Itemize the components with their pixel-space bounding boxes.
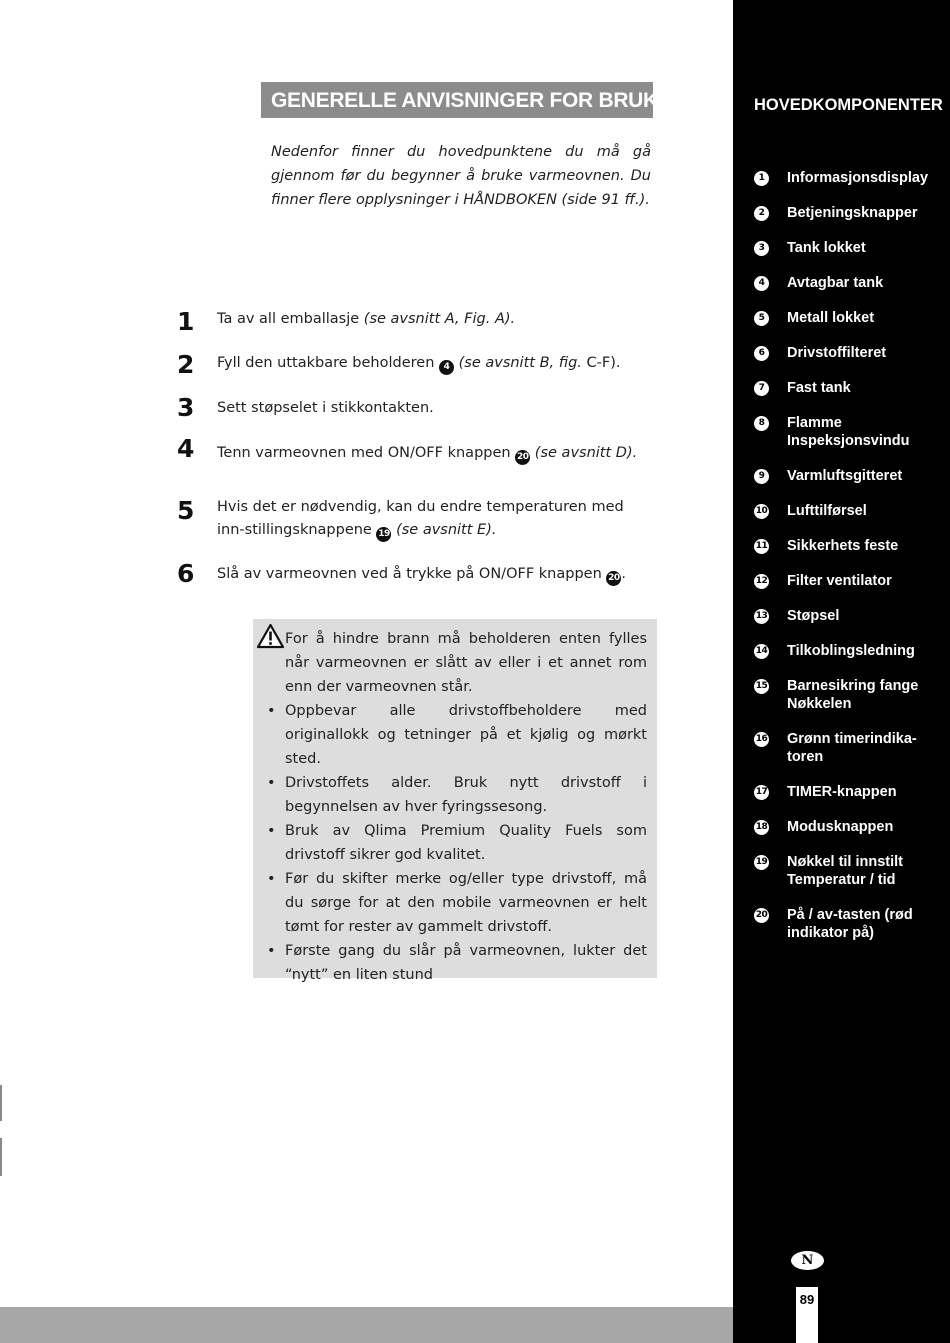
component-number: 9 xyxy=(754,469,769,484)
step-body: Sett støpselet i stikkontakten. xyxy=(217,400,434,416)
step-tail: . xyxy=(621,566,626,582)
bullet-icon: • xyxy=(267,823,276,839)
component-number: 17 xyxy=(754,785,769,800)
component-number: 1 xyxy=(754,171,769,186)
step-text xyxy=(217,496,647,542)
component-number: 16 xyxy=(754,732,769,747)
bullet-text: Før du skifter merke og/eller type drivstoff, må du sørge for at den mobile varmeovnen er helt tømt for rester av gammelt drivstoff. xyxy=(285,871,647,935)
component-label: På / av-tasten (rød indikator på) xyxy=(787,907,913,941)
component-number-badge: 20 xyxy=(515,450,530,465)
component-number: 6 xyxy=(754,346,769,361)
bullet-icon: • xyxy=(267,871,276,887)
step-tail: C-F). xyxy=(581,355,621,371)
component-number-badge: 20 xyxy=(606,571,621,586)
page-title: GENERELLE ANVISNINGER FOR BRUK xyxy=(261,82,653,118)
step-body: Tenn varmeovnen med ON/OFF knappen xyxy=(217,445,516,461)
component-label: Sikkerhets feste xyxy=(787,538,899,554)
component-number: 4 xyxy=(754,276,769,291)
step-number: 5 xyxy=(177,496,195,525)
list-item xyxy=(267,819,647,867)
components-sidebar xyxy=(733,0,950,1343)
component-label: Flamme Inspeksjonsvindu xyxy=(787,415,910,449)
warning-bullet-list xyxy=(267,699,647,987)
component-label: Informasjonsdisplay xyxy=(787,170,929,186)
step-number: 3 xyxy=(177,393,195,422)
warning-triangle-icon xyxy=(256,623,285,653)
component-label: Drivstoffilteret xyxy=(787,345,887,361)
list-item xyxy=(267,699,647,771)
bottom-strip xyxy=(0,1307,733,1343)
component-number: 13 xyxy=(754,609,769,624)
step-reference: (se avsnitt A, Fig. A). xyxy=(363,311,516,327)
component-label: Barnesikring fange Nøkkelen xyxy=(787,678,919,712)
bullet-text: Første gang du slår på varmeovnen, lukter det “nytt” en liten stund xyxy=(285,943,647,983)
component-number: 8 xyxy=(754,416,769,431)
warning-box xyxy=(253,619,657,983)
list-item xyxy=(267,867,647,939)
component-number-badge: 4 xyxy=(439,360,454,375)
component-number: 2 xyxy=(754,206,769,221)
component-label: Nøkkel til innstilt Temperatur / tid xyxy=(787,854,904,888)
page-number: 89 xyxy=(796,1287,818,1343)
component-number-badge: 19 xyxy=(376,527,391,542)
step-text xyxy=(217,308,647,331)
step-body: Hvis det er nødvendig, kan du endre temperaturen med inn-stillingsknappene xyxy=(217,499,624,538)
component-number: 18 xyxy=(754,820,769,835)
component-number: 7 xyxy=(754,381,769,396)
component-number: 12 xyxy=(754,574,769,589)
bullet-text: Bruk av Qlima Premium Quality Fuels som drivstoff sikrer god kvalitet. xyxy=(285,823,647,863)
component-number: 10 xyxy=(754,504,769,519)
bullet-text: Oppbevar alle drivstoffbeholdere med originallokk og tetninger på et kjølig og mørkt sted. xyxy=(285,703,647,767)
component-label: TIMER-knappen xyxy=(787,784,897,800)
step-text xyxy=(217,352,647,375)
component-label: Grønn timerindika-toren xyxy=(787,731,917,765)
component-number: 5 xyxy=(754,311,769,326)
step-body: Slå av varmeovnen ved å trykke på ON/OFF knappen xyxy=(217,566,607,582)
step-reference: (se avsnitt D). xyxy=(530,445,638,461)
language-badge: N xyxy=(791,1251,824,1270)
component-label: Avtagbar tank xyxy=(787,275,884,291)
component-number: 11 xyxy=(754,539,769,554)
intro-paragraph: Nedenfor finner du hovedpunktene du må gå gjennom før du begynner å bruke varmeovnen. Du finner flere opplysninger i HÅNDBOKEN (side 91 ff.). xyxy=(271,144,651,208)
component-number: 20 xyxy=(754,908,769,923)
bullet-text: Drivstoffets alder. Bruk nytt drivstoff i begynnelsen av hver fyringssesong. xyxy=(285,775,647,815)
step-body: Ta av all emballasje xyxy=(217,311,364,327)
step-text xyxy=(217,397,647,420)
component-label: Betjeningsknapper xyxy=(787,205,918,221)
component-label: Filter ventilator xyxy=(787,573,892,589)
step-number: 1 xyxy=(177,307,195,336)
component-number: 14 xyxy=(754,644,769,659)
component-label: Lufttilførsel xyxy=(787,503,867,519)
component-label: Tilkoblingsledning xyxy=(787,643,915,659)
component-number: 3 xyxy=(754,241,769,256)
list-item xyxy=(267,771,647,819)
sidebar-title: HOVEDKOMPONENTER xyxy=(754,96,943,114)
component-label: Tank lokket xyxy=(787,240,866,256)
component-label: Støpsel xyxy=(787,608,840,624)
component-number: 15 xyxy=(754,679,769,694)
step-reference: (se avsnitt E). xyxy=(391,522,497,538)
step-reference: (se avsnitt B, fig. xyxy=(454,355,582,371)
bullet-icon: • xyxy=(267,703,276,719)
step-text xyxy=(217,563,647,586)
bullet-icon: • xyxy=(267,943,276,959)
component-number: 19 xyxy=(754,855,769,870)
step-number: 4 xyxy=(177,434,195,463)
component-label: Fast tank xyxy=(787,380,851,396)
step-number: 6 xyxy=(177,559,195,588)
component-label: Modusknappen xyxy=(787,819,894,835)
list-item xyxy=(267,939,647,987)
step-body: Fyll den uttakbare beholderen xyxy=(217,355,439,371)
step-number: 2 xyxy=(177,350,195,379)
warning-first-paragraph: For å hindre brann må beholderen enten fylles når varmeovnen er slått av eller i et annet rom enn der varmeovnen står. xyxy=(285,631,647,695)
step-text xyxy=(217,442,647,465)
component-label: Metall lokket xyxy=(787,310,875,326)
margin-mark xyxy=(0,1085,2,1121)
bullet-icon: • xyxy=(267,775,276,791)
margin-mark xyxy=(0,1138,2,1176)
component-label: Varmluftsgitteret xyxy=(787,468,903,484)
